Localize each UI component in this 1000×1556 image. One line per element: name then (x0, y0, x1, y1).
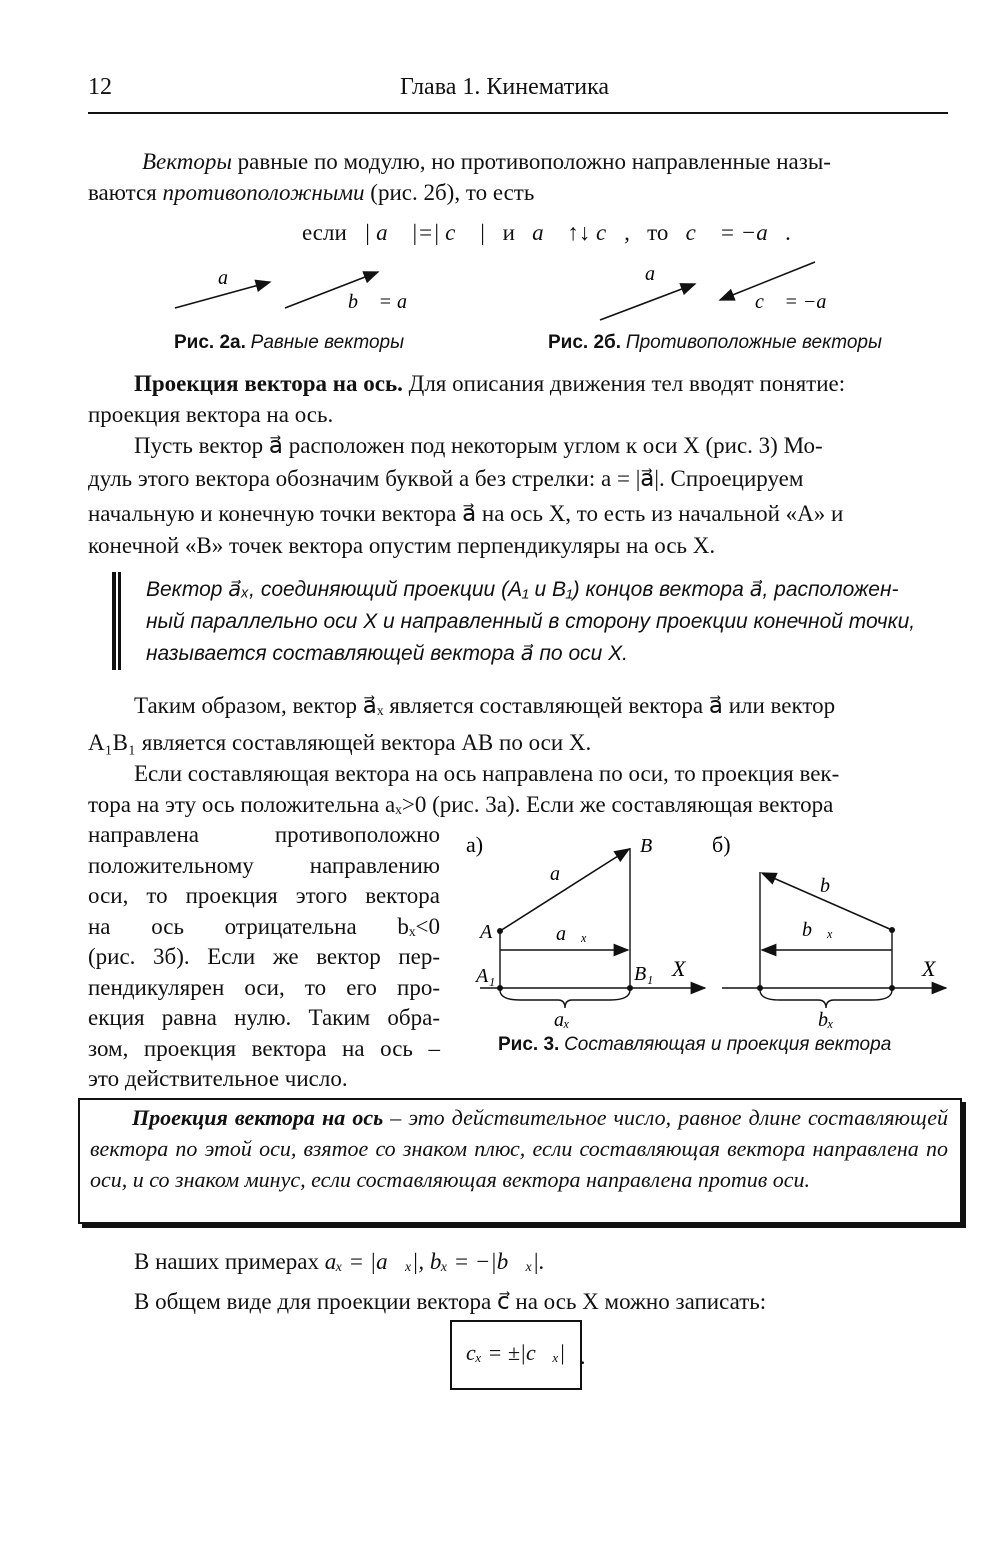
note-line-1: Вектор a⃗ₓ, соединяющий проекции (A₁ и B₁) концов вектора a⃗, расположен- (146, 578, 899, 601)
note-line-3: называется составляющей вектора a⃗ по оси X. (146, 642, 628, 665)
column-line-1: направлена противоположно (88, 822, 440, 847)
note-bar (112, 572, 116, 670)
fig3-caption-italic: Составляющая и проекция вектора (564, 1034, 892, 1055)
fig3a-axis-label: X (672, 956, 686, 981)
fig3b-label-vec-b: b⃗ (820, 875, 846, 897)
examples-line-1 (88, 1246, 948, 1277)
fig2a-caption-bold: Рис. 2а. (174, 332, 246, 353)
page-number: 12 (88, 74, 112, 100)
intro-formula (302, 220, 791, 246)
fig3a-brace (500, 990, 630, 1008)
fig2b-label-a: a⃗ (645, 263, 671, 285)
column-line-6: пендикулярен оси, то его про- (88, 974, 440, 1000)
section-p2-line-2: дуль этого вектора обозначим буквой a без стрелки: a = |a⃗|. Спроецируем (88, 466, 804, 491)
fig3-caption-bold: Рис. 3. (498, 1034, 560, 1055)
formula-if: если (302, 220, 347, 245)
fig3b-axis-label: X (922, 956, 936, 981)
fig3a-label-A1: A₁ (476, 965, 496, 987)
term-opposite: противоположными (162, 180, 365, 205)
figure-2 (160, 258, 950, 328)
fig3b-label-bx: bₓ (818, 1009, 834, 1031)
note-bar-inner (118, 572, 121, 670)
fig3b-point-start (889, 927, 895, 933)
fig2b-label-c: c⃗ = −a⃗ (755, 291, 842, 313)
fig2b-vector-a (600, 284, 695, 320)
fig2a-caption (174, 332, 404, 354)
column-line-9: это действительное число. (88, 1066, 348, 1091)
formula-direction: a⃗ ↑↓ c⃗, (532, 220, 630, 245)
column-line-2: положительному направлению (88, 852, 440, 878)
fig2b-caption (548, 332, 882, 354)
definition-text (90, 1102, 948, 1195)
definition-rest: – это действительное число, равное длине составляющей вектора по этой оси, взятое со знаком плюс, если составляющая вектора направлена по оси, и со знаком минус, если составляющая вектора направлена против оси. (90, 1105, 948, 1192)
formula-period: . (580, 1344, 586, 1369)
section-line-2: проекция вектора на ось. (88, 402, 334, 427)
column-line-8: зом, проекция вектора на ось – (88, 1035, 440, 1061)
section-p2-line-4: конечной «B» точек вектора опустим перпендикуляры на ось X. (88, 533, 716, 558)
note-block (146, 574, 946, 670)
section-p1-rest: Для описания движения тел вводят понятие: (402, 371, 846, 396)
fig3a-vector-a (500, 849, 629, 931)
fig2a-caption-italic: Равные векторы (250, 332, 405, 353)
examples-l1-text: В наших примерах (134, 1249, 325, 1274)
section-p2-line-3: начальную и конечную точки вектора a⃗ на ось X, то есть из начальной «A» и (88, 501, 844, 526)
fig2b-caption-bold: Рис. 2б. (548, 332, 622, 353)
fig2a-label-b: b⃗ = a⃗ (348, 291, 423, 313)
formula-boxed: cₓ = ±|c⃗ₓ| (466, 1340, 566, 1365)
fig3a-label-ax: aₓ (554, 1009, 570, 1031)
figure-3 (460, 828, 960, 1038)
formula-modulus: | a⃗ |=| c⃗ | (364, 220, 486, 245)
intro-l2-b: (рис. 2б), то есть (364, 180, 535, 205)
fig3a-label-B1: B₁ (634, 963, 654, 985)
definition-term: Проекция вектора на ось (132, 1105, 384, 1130)
chapter-title: Глава 1. Кинематика (400, 74, 610, 100)
body2-line-1: Таким образом, вектор a⃗ₓ является составляющей вектора a⃗ или вектор (134, 693, 836, 718)
term-vectors: Векторы (142, 149, 232, 174)
section-p2-line-1: Пусть вектор a⃗ расположен под некоторым углом к оси X (рис. 3) Мо- (134, 433, 823, 458)
formula-then: то (647, 220, 669, 245)
fig3-label-a: а) (466, 832, 484, 857)
fig3a-label-B: B (640, 835, 653, 857)
column-line-5: (рис. 3б). Если же вектор пер- (88, 944, 440, 969)
column-line-7: екция равна нулю. Таким обра- (88, 1005, 440, 1030)
examples-l1-formula: aₓ = |a⃗ₓ|, bₓ = −|b⃗ₓ|. (324, 1249, 545, 1274)
fig3a-label-vec-a: a⃗ (550, 863, 576, 885)
intro-line-1 (88, 146, 948, 177)
intro-l1-rest: равные по модулю, но противоположно направленные назы- (231, 149, 831, 174)
section-line-1 (88, 368, 948, 399)
intro-l2-a: ваются (88, 180, 163, 205)
note-line-2: ный параллельно оси X и направленный в сторону проекции конечной точки, (146, 610, 916, 633)
fig2a-label-a: a⃗ (218, 267, 244, 289)
fig3a-label-A: A (480, 921, 493, 943)
fig3-label-b: б) (712, 832, 731, 857)
fig3a-label-vec-ax: a⃗ₓ (556, 923, 588, 945)
fig3b-label-vec-bx: b⃗ₓ (802, 919, 834, 941)
header-rule (88, 112, 948, 114)
intro-line-2 (88, 177, 948, 208)
body2-line-2: A₁B₁ является составляющей вектора AB по оси X. (88, 730, 592, 755)
column-line-3: оси, то проекция этого вектора (88, 883, 440, 908)
fig2b-caption-italic: Противоположные векторы (625, 332, 882, 353)
formula-and: и (502, 220, 515, 245)
body2-column (88, 820, 440, 1095)
formula-result: c⃗ = −a⃗. (685, 220, 792, 245)
body2-line-4: тора на эту ось положительна aₓ>0 (рис. 3а). Если же составляющая вектора (88, 792, 834, 817)
examples-line-2: В общем виде для проекции вектора c⃗ на ось X можно записать: (134, 1289, 767, 1314)
fig3b-brace (760, 990, 892, 1008)
column-line-4: на ось отрицательна bₓ<0 (88, 913, 440, 939)
section-title: Проекция вектора на ось. (134, 371, 403, 396)
fig3a-point-A (497, 928, 503, 934)
body2-line-3: Если составляющая вектора на ось направлена по оси, то проекция век- (134, 761, 840, 786)
fig3-caption (498, 1034, 891, 1056)
